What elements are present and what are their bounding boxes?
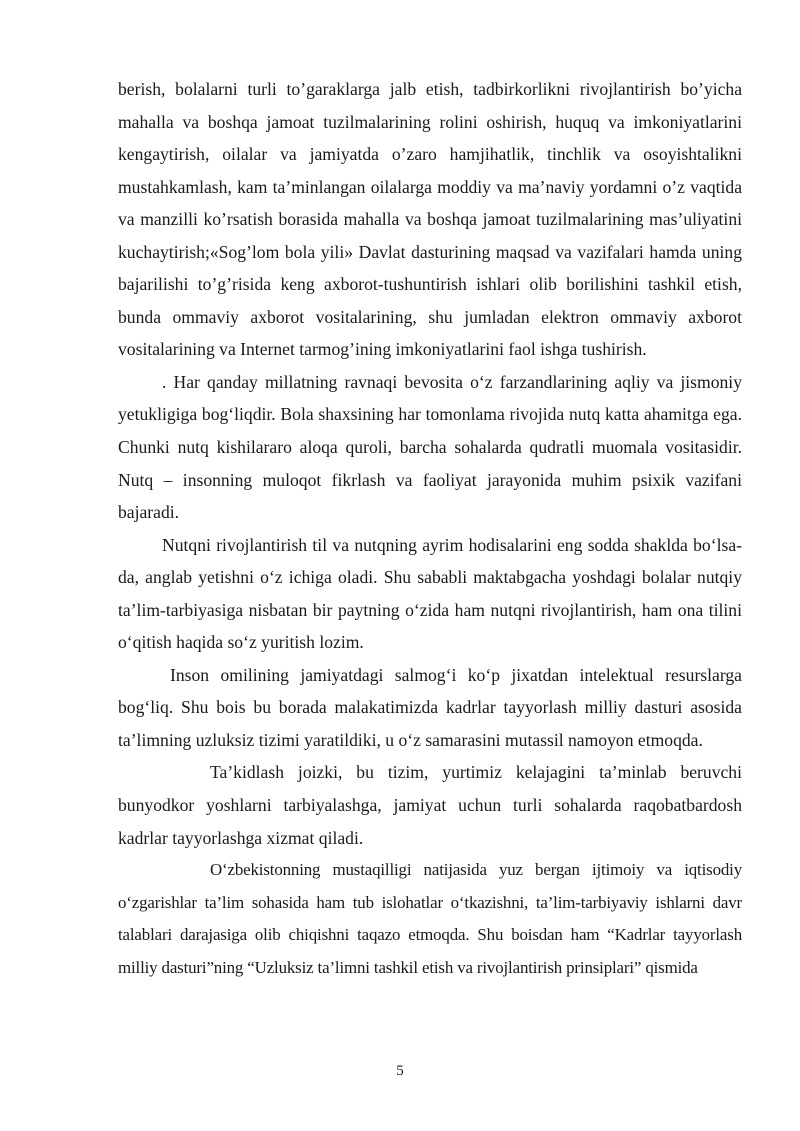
body-text bbox=[118, 73, 742, 984]
paragraph-4: Inson omilining jamiyatdagi salmog‘i ko‘p jixatdan intelektual resurslarga bog‘liq. Shu bois bu borada malakatimizda kadrlar tayyorlash milliy dasturi asosida ta’limning uzluksiz tizimi yaratildiki, u o‘z samarasini mutassil namoyon etmoqda. bbox=[118, 664, 742, 750]
paragraph-3: Nutqni rivojlantirish til va nutqning ayrim hodisalarini eng sodda shaklda bo‘lsa-da, anglab yetishni o‘z ichiga oladi. Shu sababli maktabgacha yoshdagi bolalar nutqiy ta’lim-tarbiyasiga nisbatan bir paytning o‘zida ham nutqni rivojlantirish, ham ona tilini o‘qitish haqida so‘z yuritish lozim. bbox=[118, 534, 742, 653]
paragraph-6: O‘zbekistonning mustaqilligi natijasida yuz bergan ijtimoiy va iqtisodiy o‘zgarishlar ta’lim sohasida ham tub islohatlar o‘tkazishni, ta’lim-tarbiyaviy ishlarni davr talablari darajasiga olib chiqishni taqazo etmoqda. Shu boisdan ham “Kadrlar tayyorlash milliy dasturi”ning “Uzluksiz ta’limni tashkil etish va rivojlantirish prinsiplari” qismida bbox=[118, 860, 742, 977]
paragraph-5: Ta’kidlash joizki, bu tizim, yurtimiz kelajagini ta’minlab beruvchi bunyodkor yoshlarni tarbiyalashga, jamiyat uchun turli sohalarda raqobatbardosh kadrlar tayyorlashga xizmat qiladi. bbox=[118, 762, 742, 848]
paragraph-1: berish, bolalarni turli to’garaklarga jalb etish, tadbirkorlikni rivojlantirish bo’yicha mahalla va boshqa jamoat tuzilmalarining rolini oshirish, huquq va imkoniyatlarini kengaytirish, oilalar va jamiyatda o’zaro hamjihatlik, tinchlik va osoyishtalikni mustahkamlash, kam ta’minlangan oilalarga moddiy va ma’naviy yordamni o’z vaqtida va manzilli ko’rsatish borasida mahalla va boshqa jamoat tuzilmalarining mas’uliyatini kuchaytirish;«Sog’lom bola yili» Davlat dasturining maqsad va vazifalari hamda uning bajarilishi to’g’risida keng axborot-tushuntirish ishlari olib borilishini tashkil etish, bunda ommaviy axborot vositalarining, shu jumladan elektron ommaviy axborot vositalarining va Internet tarmog’ining imkoniyatlarini faol ishga tushirish. bbox=[118, 79, 742, 360]
page-number: 5 bbox=[396, 1063, 404, 1079]
paragraph-2: . Har qanday millatning ravnaqi bevosita o‘z farzandlarining aqliy va jismoniy yetukligiga bog‘liqdir. Bola shaxsining har tomonlama rivojida nutq katta ahamitga ega. Chunki nutq kishilararo aloqa quroli, barcha sohalarda qudratli muomala vositasidir. Nutq – insonning muloqot fikrlash va faoliyat jarayonida muhim psixik vazifani bajaradi. bbox=[118, 371, 742, 523]
